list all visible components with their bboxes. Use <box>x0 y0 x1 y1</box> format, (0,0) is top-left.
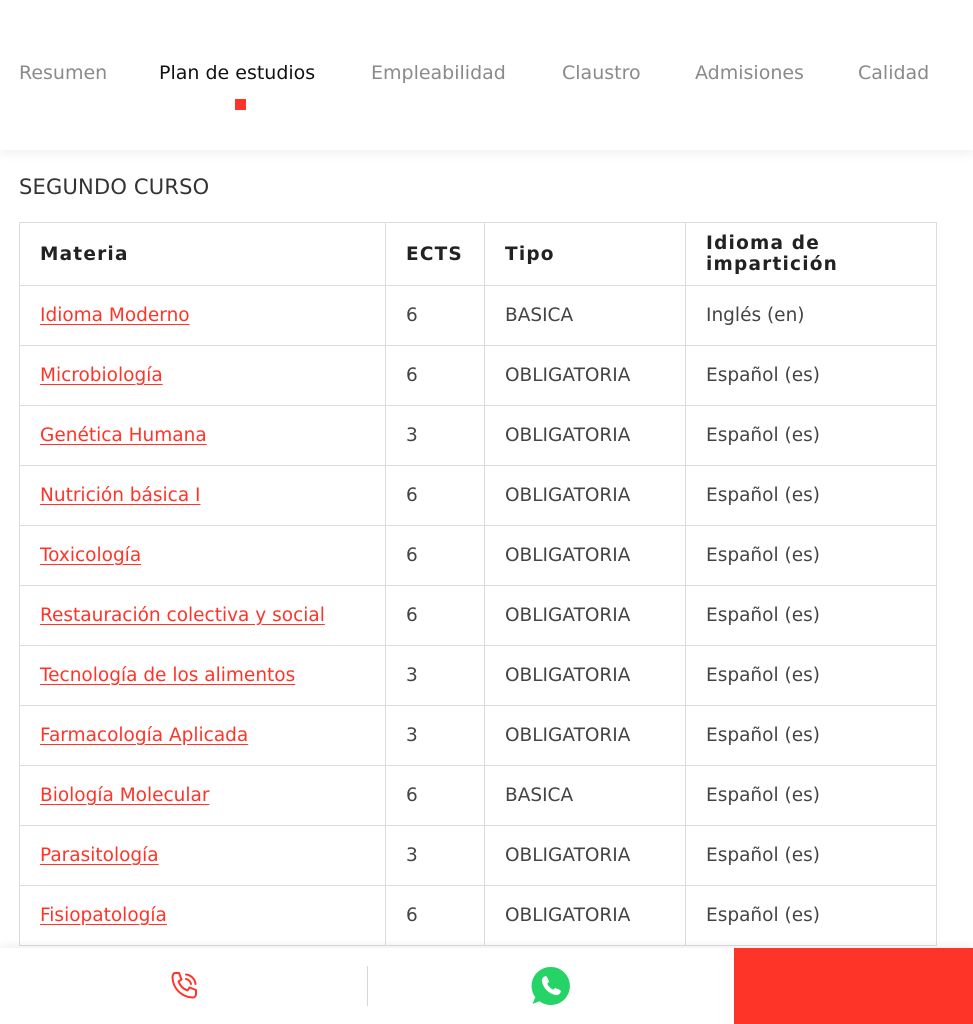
header-tipo: Tipo <box>485 223 686 286</box>
table-row <box>20 286 937 346</box>
table-row <box>20 646 937 706</box>
cell-tipo: OBLIGATORIA <box>485 346 686 406</box>
cell-ects: 6 <box>386 346 485 406</box>
cell-materia <box>20 766 386 826</box>
cell-materia <box>20 406 386 466</box>
subject-link[interactable]: Biología Molecular <box>40 785 210 806</box>
cell-idioma: Español (es) <box>686 766 937 826</box>
subject-link[interactable]: Nutrición básica I <box>40 485 201 506</box>
table-row <box>20 466 937 526</box>
cell-idioma: Español (es) <box>686 706 937 766</box>
call-button[interactable] <box>0 948 367 1024</box>
cell-tipo: BASICA <box>485 766 686 826</box>
table-row <box>20 886 937 946</box>
whatsapp-button[interactable] <box>368 948 734 1024</box>
cell-idioma: Español (es) <box>686 526 937 586</box>
table-row <box>20 586 937 646</box>
cell-idioma: Español (es) <box>686 886 937 946</box>
cell-tipo: OBLIGATORIA <box>485 586 686 646</box>
table-row <box>20 406 937 466</box>
cell-ects: 6 <box>386 466 485 526</box>
cell-materia <box>20 466 386 526</box>
cell-ects: 3 <box>386 646 485 706</box>
cell-tipo: OBLIGATORIA <box>485 526 686 586</box>
cell-idioma: Español (es) <box>686 646 937 706</box>
cell-materia <box>20 646 386 706</box>
cell-ects: 6 <box>386 886 485 946</box>
subject-link[interactable]: Farmacología Aplicada <box>40 725 249 746</box>
subject-link[interactable]: Parasitología <box>40 845 159 866</box>
section-tab-bar <box>0 0 973 150</box>
cell-ects: 6 <box>386 586 485 646</box>
cell-idioma: Español (es) <box>686 586 937 646</box>
subject-link[interactable]: Tecnología de los alimentos <box>40 665 296 686</box>
cell-materia <box>20 706 386 766</box>
subject-link[interactable]: Fisiopatología <box>40 905 167 926</box>
cell-ects: 3 <box>386 706 485 766</box>
cell-idioma: Español (es) <box>686 346 937 406</box>
cell-tipo: OBLIGATORIA <box>485 466 686 526</box>
tab-resumen[interactable]: Resumen <box>19 62 108 84</box>
contact-cta-button[interactable] <box>734 948 973 1024</box>
table-row <box>20 766 937 826</box>
tab-admisiones[interactable]: Admisiones <box>695 62 804 84</box>
cell-ects: 3 <box>386 406 485 466</box>
subject-link[interactable]: Toxicología <box>40 545 142 566</box>
cell-idioma: Español (es) <box>686 406 937 466</box>
table-row <box>20 526 937 586</box>
header-materia: Materia <box>20 223 386 286</box>
cell-idioma: Inglés (en) <box>686 286 937 346</box>
cell-tipo: BASICA <box>485 286 686 346</box>
cell-materia <box>20 586 386 646</box>
subject-link[interactable]: Restauración colectiva y social <box>40 605 325 626</box>
tab-calidad[interactable]: Calidad <box>858 62 930 84</box>
cell-tipo: OBLIGATORIA <box>485 826 686 886</box>
subject-link[interactable]: Idioma Moderno <box>40 305 190 326</box>
cell-materia <box>20 826 386 886</box>
table-row <box>20 826 937 886</box>
header-idioma: Idioma de impartición <box>686 223 937 286</box>
cell-ects: 6 <box>386 526 485 586</box>
subject-link[interactable]: Microbiología <box>40 365 163 386</box>
cell-idioma: Español (es) <box>686 826 937 886</box>
cell-materia <box>20 346 386 406</box>
cell-tipo: OBLIGATORIA <box>485 886 686 946</box>
cell-ects: 3 <box>386 826 485 886</box>
phone-call-icon <box>164 966 204 1006</box>
cell-materia <box>20 286 386 346</box>
subject-link[interactable]: Genética Humana <box>40 425 207 446</box>
whatsapp-icon <box>529 964 573 1008</box>
curriculum-table <box>19 222 937 946</box>
table-row <box>20 706 937 766</box>
cell-ects: 6 <box>386 766 485 826</box>
table-row <box>20 346 937 406</box>
section-title: SEGUNDO CURSO <box>19 175 210 199</box>
active-tab-indicator <box>235 99 246 110</box>
header-ects: ECTS <box>386 223 485 286</box>
cell-ects: 6 <box>386 286 485 346</box>
tab-plan-de-estudios[interactable]: Plan de estudios <box>159 62 316 84</box>
cell-idioma: Español (es) <box>686 466 937 526</box>
contact-bar <box>0 948 973 1024</box>
cell-tipo: OBLIGATORIA <box>485 646 686 706</box>
tab-empleabilidad[interactable]: Empleabilidad <box>371 62 506 84</box>
cell-tipo: OBLIGATORIA <box>485 406 686 466</box>
cell-materia <box>20 526 386 586</box>
tab-claustro[interactable]: Claustro <box>562 62 641 84</box>
cell-materia <box>20 886 386 946</box>
cell-tipo: OBLIGATORIA <box>485 706 686 766</box>
table-header-row <box>20 223 937 286</box>
